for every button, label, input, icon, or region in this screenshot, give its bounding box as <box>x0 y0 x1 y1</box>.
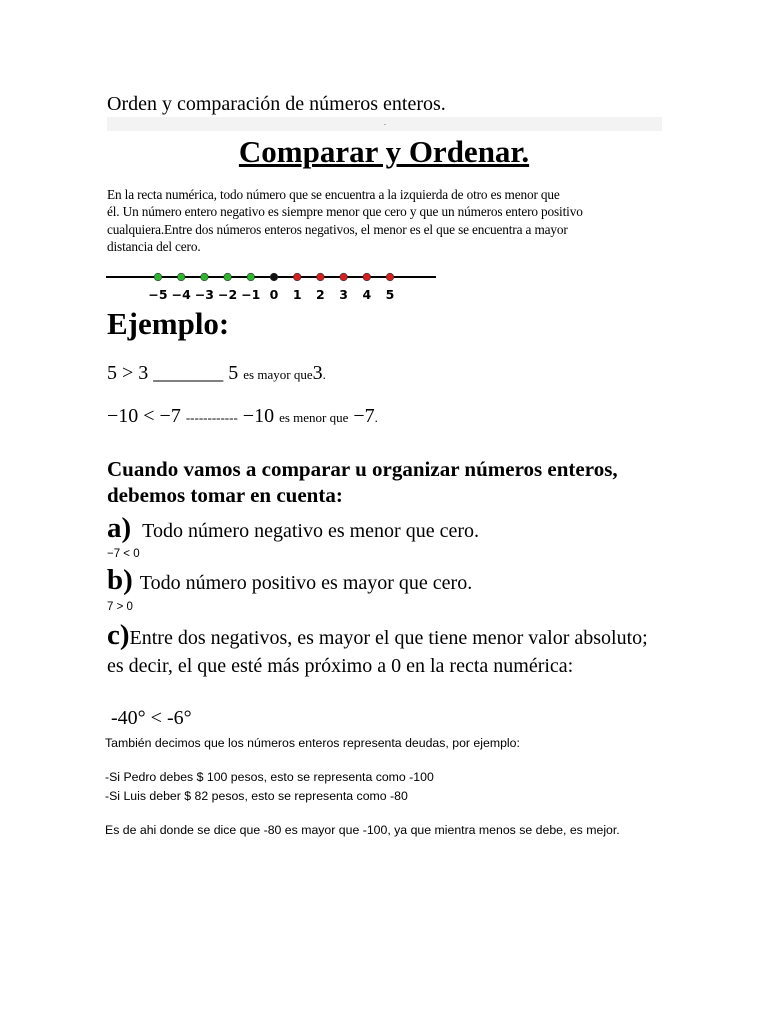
number-line-label: −2 <box>218 287 238 302</box>
number-line-point <box>386 273 394 281</box>
intro-paragraph <box>107 186 667 255</box>
intro-line: cualquiera.Entre dos números enteros negativos, el menor es el que se encuentra a mayor <box>107 221 568 237</box>
number-line-point <box>224 273 232 281</box>
example-1-expression: 5 > 3 _______ 5 <box>107 362 239 384</box>
deuda-item: -Si Pedro debes $ 100 pesos, esto se representa como -100 <box>105 770 434 784</box>
example-line-1 <box>107 362 326 385</box>
example-line-2 <box>107 405 378 428</box>
rule-c-letter: c) <box>107 619 130 651</box>
number-line-label: −3 <box>194 287 214 302</box>
rule-a-example: −7 < 0 <box>107 548 140 560</box>
example-2-period: . <box>374 410 378 425</box>
number-line-label: 3 <box>339 287 348 302</box>
number-line-label: 0 <box>269 287 279 302</box>
number-line-graphic <box>106 264 446 304</box>
main-title: Comparar y Ordenar. <box>238 134 530 169</box>
number-line-label: 4 <box>362 287 372 302</box>
rule-a-text: Todo número negativo es menor que cero. <box>142 520 479 542</box>
rule-a-letter: a) <box>107 512 132 544</box>
rule-c-text: Entre dos negativos, es mayor el que tiene menor valor absoluto; es decir, el que esté más próximo a 0 en la recta numérica: <box>107 627 648 677</box>
number-line-label: 2 <box>316 287 325 302</box>
number-line-label: −4 <box>171 287 191 302</box>
document-title: Orden y comparación de números enteros. <box>107 93 446 115</box>
number-line-point <box>177 273 185 281</box>
number-line-point <box>247 273 255 281</box>
number-line-label: −5 <box>148 287 168 302</box>
number-line-label: 1 <box>292 287 302 302</box>
intro-line: él. Un número entero negativo es siempre menor que cero y que un números entero positivo <box>107 204 583 220</box>
deuda-item: -Si Luis deber $ 82 pesos, esto se representa como -80 <box>105 789 408 803</box>
rule-b-example: 7 > 0 <box>107 601 133 613</box>
example-1-relation: es mayor que <box>243 367 313 382</box>
intro-line: distancia del cero. <box>107 238 201 254</box>
example-2-value: −10 <box>242 405 275 427</box>
rule-b <box>107 564 472 597</box>
number-line-point <box>201 273 209 281</box>
example-2-end: −7 <box>353 405 375 427</box>
example-2-dashes: ------------ <box>185 410 238 425</box>
example-2-relation: es menor que <box>279 410 349 425</box>
number-line-point <box>317 273 325 281</box>
number-line-point <box>154 273 162 281</box>
number-line <box>106 264 446 309</box>
header-mark: . <box>384 118 386 127</box>
example-2-expression: −10 < −7 <box>107 405 181 427</box>
number-line-label: 5 <box>385 287 395 302</box>
rule-c <box>107 621 667 680</box>
number-line-point <box>270 273 278 281</box>
number-line-point <box>363 273 371 281</box>
number-line-label: −1 <box>241 287 261 302</box>
rule-c-example: -40° < -6° <box>111 707 192 729</box>
rule-b-text: Todo número positivo es mayor que cero. <box>139 572 473 594</box>
intro-line: En la recta numérica, todo número que se encuentra a la izquierda de otro es menor que <box>107 187 560 202</box>
rules-intro: Cuando vamos a comparar u organizar números enteros, debemos tomar en cuenta: <box>107 457 618 507</box>
number-line-point <box>340 273 348 281</box>
example-1-end: 3 <box>312 362 323 384</box>
deudas-intro: También decimos que los números enteros representa deudas, por ejemplo: <box>105 736 520 750</box>
rule-b-letter: b) <box>107 564 133 596</box>
ejemplo-heading: Ejemplo: <box>107 306 230 341</box>
conclusion: Es de ahi donde se dice que -80 es mayor que -100, ya que mientra menos se debe, es mejor. <box>105 823 620 837</box>
rule-a <box>107 512 479 545</box>
number-line-point <box>293 273 301 281</box>
example-1-period: . <box>322 367 326 382</box>
